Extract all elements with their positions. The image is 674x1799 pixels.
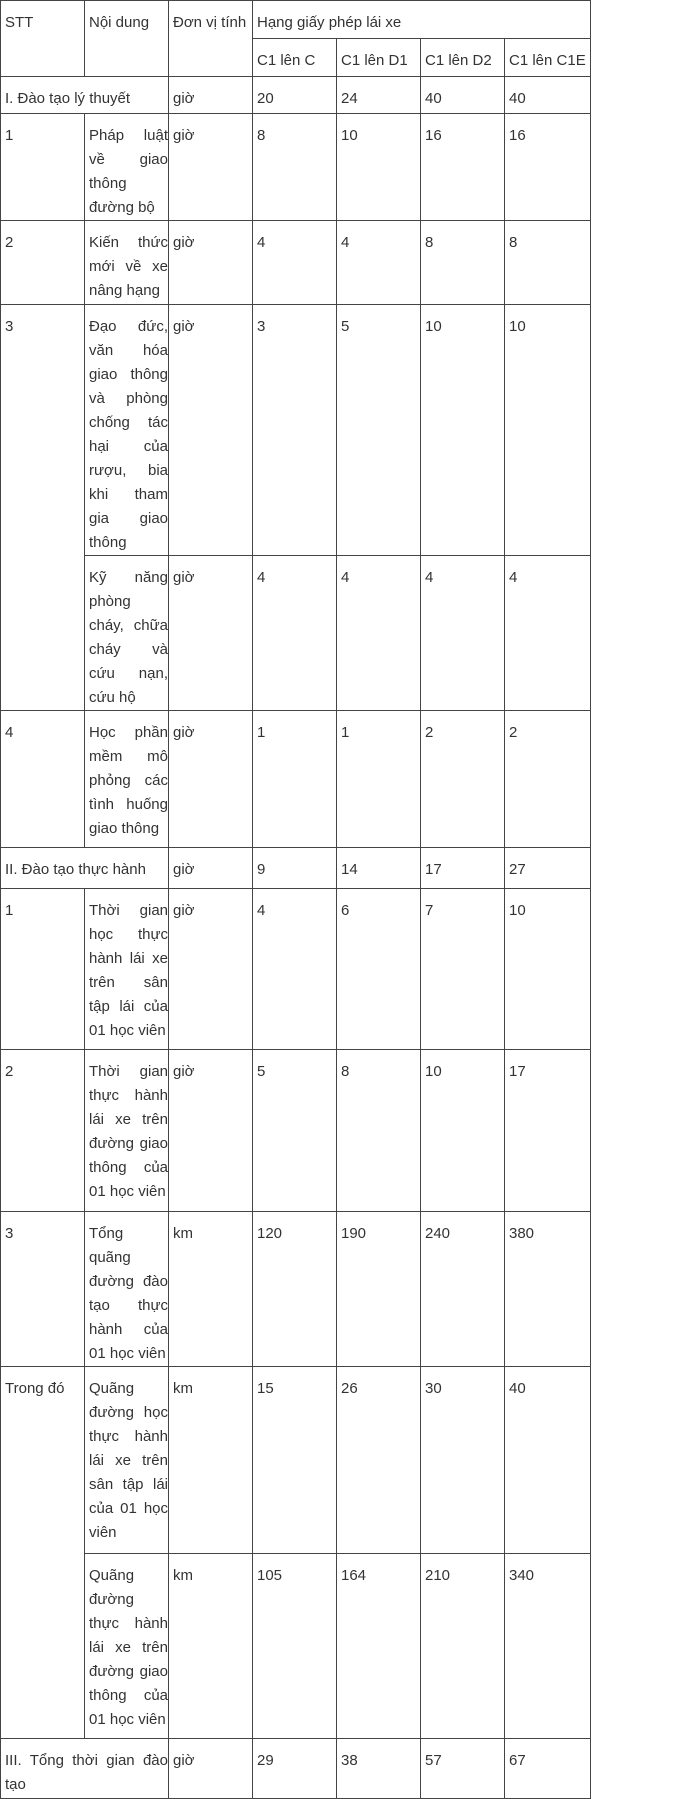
table-row [1, 221, 591, 305]
cell-value: 8 [505, 221, 591, 305]
cell-value: 340 [505, 1554, 591, 1739]
cell-stt: 3 [1, 305, 85, 711]
cell-unit: giờ [169, 77, 253, 114]
cell-stt: 1 [1, 889, 85, 1050]
cell-value: 2 [421, 711, 505, 848]
table-row [1, 305, 591, 556]
cell-content: Pháp luật về giao thông đường bộ [85, 114, 169, 221]
cell-value: 1 [337, 711, 421, 848]
cell-value: 57 [421, 1739, 505, 1799]
cell-value: 4 [505, 556, 591, 711]
section-title: III. Tổng thời gian đào tạo [1, 1739, 169, 1799]
cell-content: Học phần mềm mô phỏng các tình huống giao thông [85, 711, 169, 848]
cell-value: 4 [253, 889, 337, 1050]
cell-unit: giờ [169, 1739, 253, 1799]
section-row [1, 1739, 591, 1799]
cell-value: 190 [337, 1212, 421, 1367]
table-row [1, 1367, 591, 1554]
cell-unit: giờ [169, 556, 253, 711]
section-title: II. Đào tạo thực hành [1, 848, 169, 889]
cell-value: 10 [421, 305, 505, 556]
cell-content: Thời gian thực hành lái xe trên đường giao thông của 01 học viên [85, 1050, 169, 1212]
cell-unit: km [169, 1367, 253, 1554]
cell-value: 40 [505, 1367, 591, 1554]
cell-value: 3 [253, 305, 337, 556]
cell-value: 40 [421, 77, 505, 114]
cell-unit: km [169, 1554, 253, 1739]
cell-unit: giờ [169, 221, 253, 305]
cell-value: 4 [337, 221, 421, 305]
cell-value: 5 [337, 305, 421, 556]
header-class: C1 lên C [253, 39, 337, 77]
table-row [1, 711, 591, 848]
cell-content: Thời gian học thực hành lái xe trên sân tập lái của 01 học viên [85, 889, 169, 1050]
cell-value: 164 [337, 1554, 421, 1739]
table-row [1, 114, 591, 221]
cell-value: 120 [253, 1212, 337, 1367]
cell-value: 29 [253, 1739, 337, 1799]
header-class: C1 lên D1 [337, 39, 421, 77]
header-content: Nội dung [85, 1, 169, 77]
cell-stt: 4 [1, 711, 85, 848]
cell-content: Kỹ năng phòng cháy, chữa cháy và cứu nạn, cứu hộ [85, 556, 169, 711]
cell-value: 4 [337, 556, 421, 711]
cell-unit: giờ [169, 848, 253, 889]
cell-value: 8 [337, 1050, 421, 1212]
cell-value: 5 [253, 1050, 337, 1212]
cell-value: 7 [421, 889, 505, 1050]
table-row [1, 1212, 591, 1367]
cell-value: 1 [253, 711, 337, 848]
header-class: C1 lên C1E [505, 39, 591, 77]
cell-value: 16 [505, 114, 591, 221]
cell-stt: 1 [1, 114, 85, 221]
cell-stt: 2 [1, 221, 85, 305]
section-row [1, 848, 591, 889]
cell-value: 9 [253, 848, 337, 889]
cell-value: 67 [505, 1739, 591, 1799]
cell-unit: giờ [169, 889, 253, 1050]
header-license-class: Hạng giấy phép lái xe [253, 1, 591, 39]
cell-value: 6 [337, 889, 421, 1050]
cell-value: 30 [421, 1367, 505, 1554]
cell-value: 24 [337, 77, 421, 114]
cell-content: Tổng quãng đường đào tạo thực hành của 01 học viên [85, 1212, 169, 1367]
cell-value: 20 [253, 77, 337, 114]
table-row [1, 556, 591, 711]
cell-content: Kiến thức mới về xe nâng hạng [85, 221, 169, 305]
cell-value: 10 [505, 889, 591, 1050]
cell-value: 26 [337, 1367, 421, 1554]
table-row [1, 1554, 591, 1739]
cell-unit: giờ [169, 1050, 253, 1212]
cell-value: 40 [505, 77, 591, 114]
cell-value: 2 [505, 711, 591, 848]
cell-value: 105 [253, 1554, 337, 1739]
section-row [1, 77, 591, 114]
cell-value: 16 [421, 114, 505, 221]
cell-stt: 3 [1, 1212, 85, 1367]
header-row [1, 1, 591, 39]
cell-content: Quãng đường thực hành lái xe trên đường giao thông của 01 học viên [85, 1554, 169, 1739]
cell-value: 210 [421, 1554, 505, 1739]
cell-value: 17 [505, 1050, 591, 1212]
cell-value: 8 [421, 221, 505, 305]
cell-value: 8 [253, 114, 337, 221]
header-stt: STT [1, 1, 85, 77]
cell-value: 10 [337, 114, 421, 221]
cell-value: 38 [337, 1739, 421, 1799]
cell-value: 10 [505, 305, 591, 556]
cell-unit: giờ [169, 711, 253, 848]
cell-stt: Trong đó [1, 1367, 85, 1739]
cell-value: 4 [253, 556, 337, 711]
cell-value: 4 [421, 556, 505, 711]
table-row [1, 1050, 591, 1212]
cell-value: 15 [253, 1367, 337, 1554]
cell-value: 10 [421, 1050, 505, 1212]
cell-value: 4 [253, 221, 337, 305]
cell-value: 240 [421, 1212, 505, 1367]
cell-content: Quãng đường học thực hành lái xe trên sân tập lái của 01 học viên [85, 1367, 169, 1554]
cell-unit: giờ [169, 305, 253, 556]
header-class: C1 lên D2 [421, 39, 505, 77]
cell-unit: giờ [169, 114, 253, 221]
cell-stt: 2 [1, 1050, 85, 1212]
header-unit: Đơn vị tính [169, 1, 253, 77]
table-row [1, 889, 591, 1050]
cell-value: 14 [337, 848, 421, 889]
cell-content: Đạo đức, văn hóa giao thông và phòng chống tác hại của rượu, bia khi tham gia giao thông [85, 305, 169, 556]
cell-value: 27 [505, 848, 591, 889]
cell-unit: km [169, 1212, 253, 1367]
section-title: I. Đào tạo lý thuyết [1, 77, 169, 114]
cell-value: 17 [421, 848, 505, 889]
cell-value: 380 [505, 1212, 591, 1367]
